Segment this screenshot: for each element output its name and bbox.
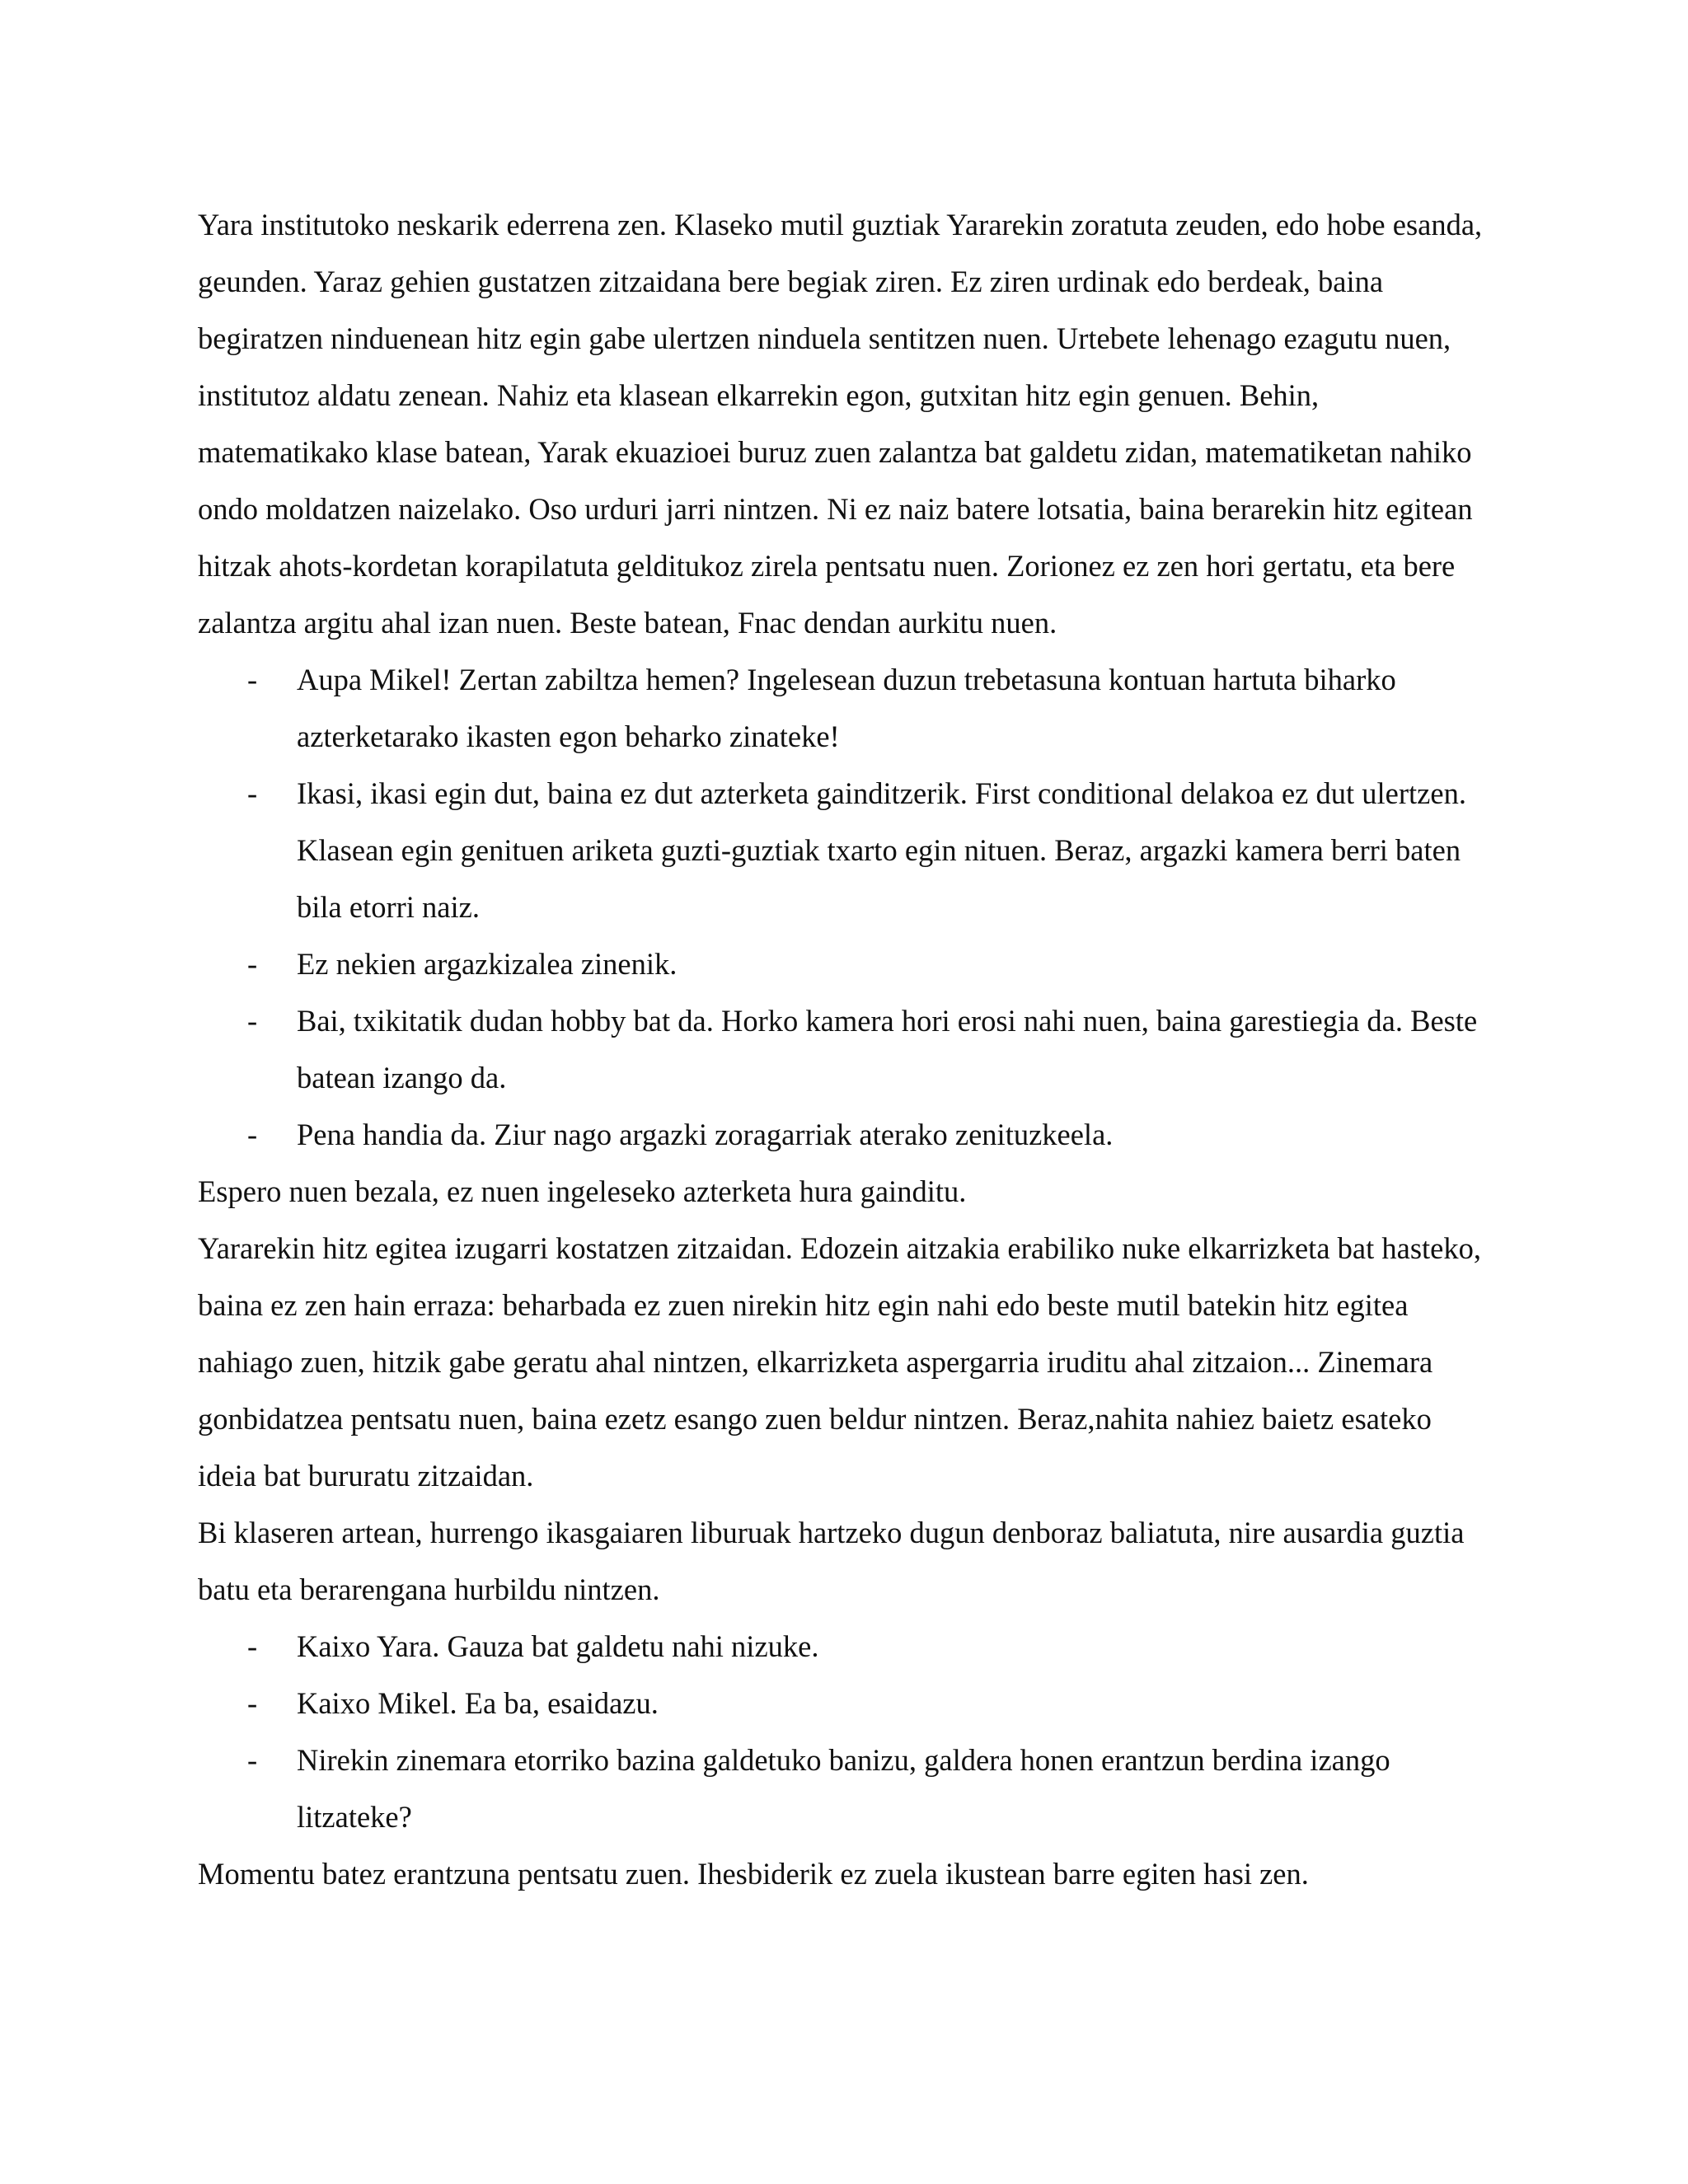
dialogue-cinema [198, 1618, 1496, 1845]
dialogue-line [198, 765, 1496, 935]
dialogue-line [198, 1675, 1496, 1732]
dialogue-text: Ikasi, ikasi egin dut, baina ez dut azterketa gainditzerik. First conditional delakoa ez dut ulertzen. Klasean egin genituen ariketa guzti-guztiak txarto egin nituen. Beraz, argazki kamera berri baten bila etorri naiz. [297, 776, 1466, 924]
paragraph-closing: Momentu batez erantzuna pentsatu zuen. Ihesbiderik ez zuela ikustean barre egiten hasi zen. [198, 1857, 1309, 1891]
document-page [198, 196, 1496, 1902]
paragraph-exam-result: Espero nuen bezala, ez nuen ingeleseko azterketa hura gainditu. [198, 1174, 967, 1208]
paragraph-talking: Yararekin hitz egitea izugarri kostatzen zitzaidan. Edozein aitzakia erabiliko nuke elkarrizketa bat hasteko, baina ez zen hain erraza: beharbada ez zuen nirekin hitz egin nahi edo beste mutil batekin hitz egitea nahiago zuen, hitzik gabe geratu ahal nintzen, elkarrizketa aspergarria iruditu ahal zitzaion... Zinemara gonbidatzea pentsatu nuen, baina ezetz esango zuen beldur nintzen. Beraz,nahita nahiez baietz esateko ideia bat bururatu zitzaidan. [198, 1231, 1481, 1493]
dialogue-dash: - [247, 663, 258, 696]
dialogue-text: Ez nekien argazkizalea zinenik. [297, 947, 678, 981]
dialogue-dash: - [247, 776, 258, 810]
dialogue-line [198, 992, 1496, 1106]
dialogue-dash: - [247, 1118, 258, 1151]
dialogue-text: Bai, txikitatik dudan hobby bat da. Horko kamera hori erosi nahi nuen, baina garestiegia da. Beste batean izango da. [297, 1004, 1478, 1094]
dialogue-text: Kaixo Mikel. Ea ba, esaidazu. [297, 1686, 659, 1720]
dialogue-dash: - [247, 1629, 258, 1663]
dialogue-fnac [198, 651, 1496, 1163]
dialogue-line [198, 1732, 1496, 1845]
dialogue-text: Nirekin zinemara etorriko bazina galdetuko banizu, galdera honen erantzun berdina izango litzateke? [297, 1743, 1390, 1834]
paragraph-intro: Yara institutoko neskarik ederrena zen. Klaseko mutil guztiak Yararekin zoratuta zeuden, edo hobe esanda, geunden. Yaraz gehien gustatzen zitzaidana bere begiak ziren. Ez ziren urdinak edo berdeak, baina begiratzen ninduenean hitz egin gabe ulertzen ninduela sentitzen nuen. Urtebete lehenago ezagutu nuen, institutoz aldatu zenean. Nahiz eta klasean elkarrekin egon, gutxitan hitz egin genuen. Behin, matematikako klase batean, Yarak ekuazioei buruz zuen zalantza bat galdetu zidan, matematiketan nahiko ondo moldatzen naizelako. Oso urduri jarri nintzen. Ni ez naiz batere lotsatia, baina berarekin hitz egitean hitzak ahots-kordetan korapilatuta gelditukoz zirela pentsatu nuen. Zorionez ez zen hori gertatu, eta bere zalantza argitu ahal izan nuen. Beste batean, Fnac dendan aurkitu nuen. [198, 208, 1483, 640]
dialogue-dash: - [247, 1004, 258, 1038]
dialogue-text: Kaixo Yara. Gauza bat galdetu nahi nizuke. [297, 1629, 819, 1663]
dialogue-line [198, 651, 1496, 765]
dialogue-dash: - [247, 1743, 258, 1777]
dialogue-dash: - [247, 1686, 258, 1720]
dialogue-line [198, 1618, 1496, 1675]
dialogue-dash: - [247, 947, 258, 981]
dialogue-line [198, 935, 1496, 992]
paragraph-approach: Bi klaseren artean, hurrengo ikasgaiaren liburuak hartzeko dugun denboraz baliatuta, nire ausardia guztia batu eta berarengana hurbildu nintzen. [198, 1516, 1465, 1606]
dialogue-line [198, 1106, 1496, 1163]
dialogue-text: Aupa Mikel! Zertan zabiltza hemen? Ingelesean duzun trebetasuna kontuan hartuta biharko azterketarako ikasten egon beharko zinateke! [297, 663, 1396, 753]
dialogue-text: Pena handia da. Ziur nago argazki zoragarriak aterako zenituzkeela. [297, 1118, 1114, 1151]
